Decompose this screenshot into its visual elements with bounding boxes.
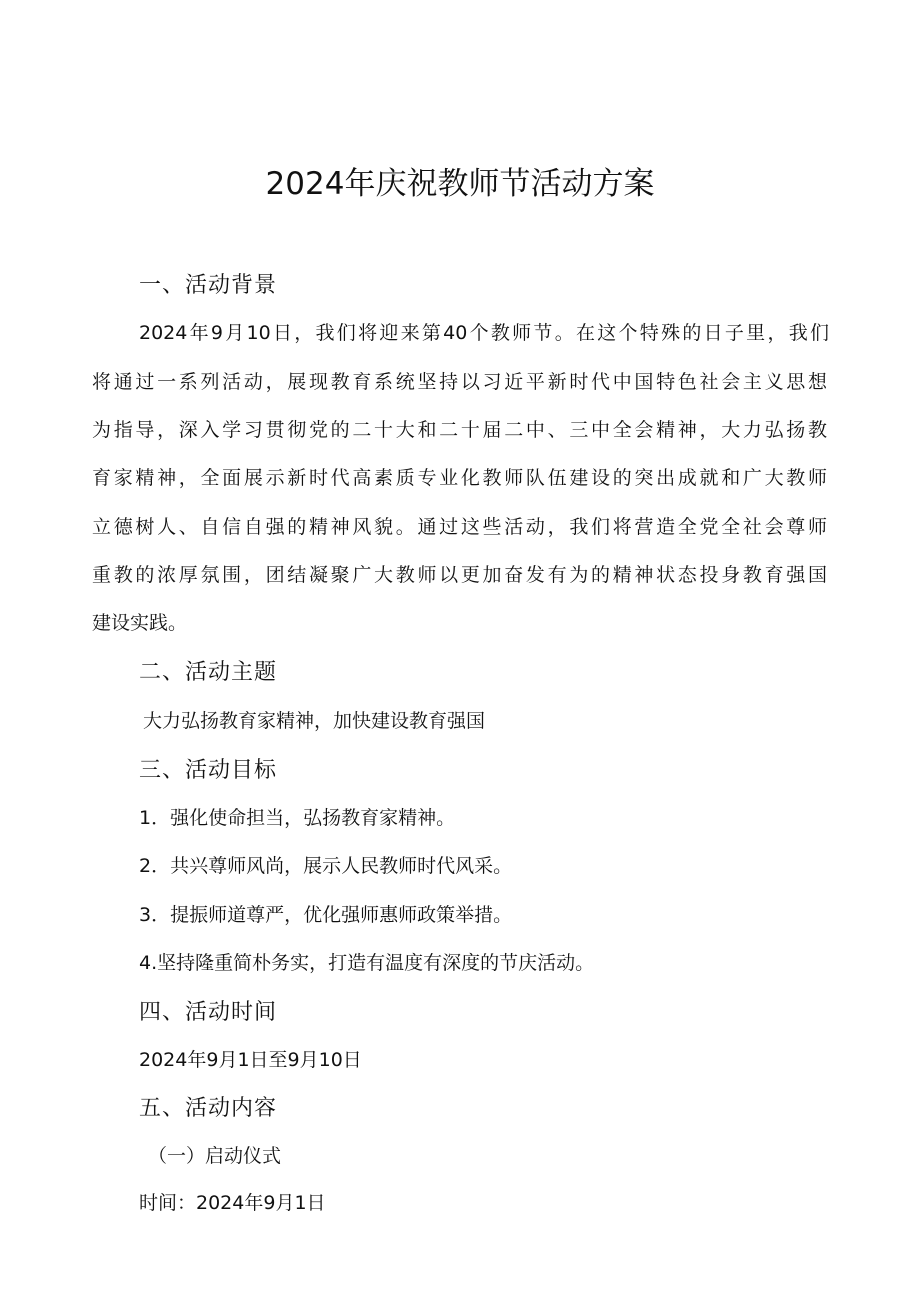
section-heading-time: 四、活动时间: [139, 1000, 278, 1025]
subsection-heading: （一）启动仪式: [148, 1145, 282, 1167]
paragraph-line: 建设实践。: [92, 612, 188, 634]
paragraph-line: 育家精神，全面展示新时代高素质专业化教师队伍建设的突出成就和广大教师: [92, 467, 827, 489]
section-heading-theme: 二、活动主题: [139, 660, 278, 685]
paragraph-line: 2024年9月10日，我们将迎来第40个教师节。在这个特殊的日子里，我们: [139, 322, 829, 344]
goal-item: 4.坚持隆重简朴务实，打造有温度有深度的节庆活动。: [139, 952, 595, 974]
paragraph-line: 将通过一系列活动，展现教育系统坚持以习近平新时代中国特色社会主义思想: [92, 371, 827, 393]
launch-time-text: 时间：2024年9月1日: [139, 1192, 326, 1214]
section-heading-goals: 三、活动目标: [139, 758, 278, 783]
paragraph-line: 立德树人、自信自强的精神风貌。通过这些活动，我们将营造全党全社会尊师: [92, 516, 827, 538]
goal-item: 2．共兴尊师风尚，展示人民教师时代风采。: [139, 855, 513, 877]
time-range-text: 2024年9月1日至9月10日: [139, 1049, 362, 1071]
paragraph-line: 重教的浓厚氛围，团结凝聚广大教师以更加奋发有为的精神状态投身教育强国: [92, 564, 827, 586]
goal-item: 1．强化使命担当，弘扬教育家精神。: [139, 807, 456, 829]
section-heading-content: 五、活动内容: [139, 1096, 278, 1121]
section-heading-background: 一、活动背景: [139, 273, 278, 298]
goal-item: 3．提振师道尊严，优化强师惠师政策举措。: [139, 904, 513, 926]
paragraph-line: 为指导，深入学习贯彻党的二十大和二十届二中、三中全会精神，大力弘扬教: [92, 419, 827, 441]
document-title: 2024年庆祝教师节活动方案: [265, 166, 655, 202]
theme-text: 大力弘扬教育家精神，加快建设教育强国: [143, 710, 486, 732]
